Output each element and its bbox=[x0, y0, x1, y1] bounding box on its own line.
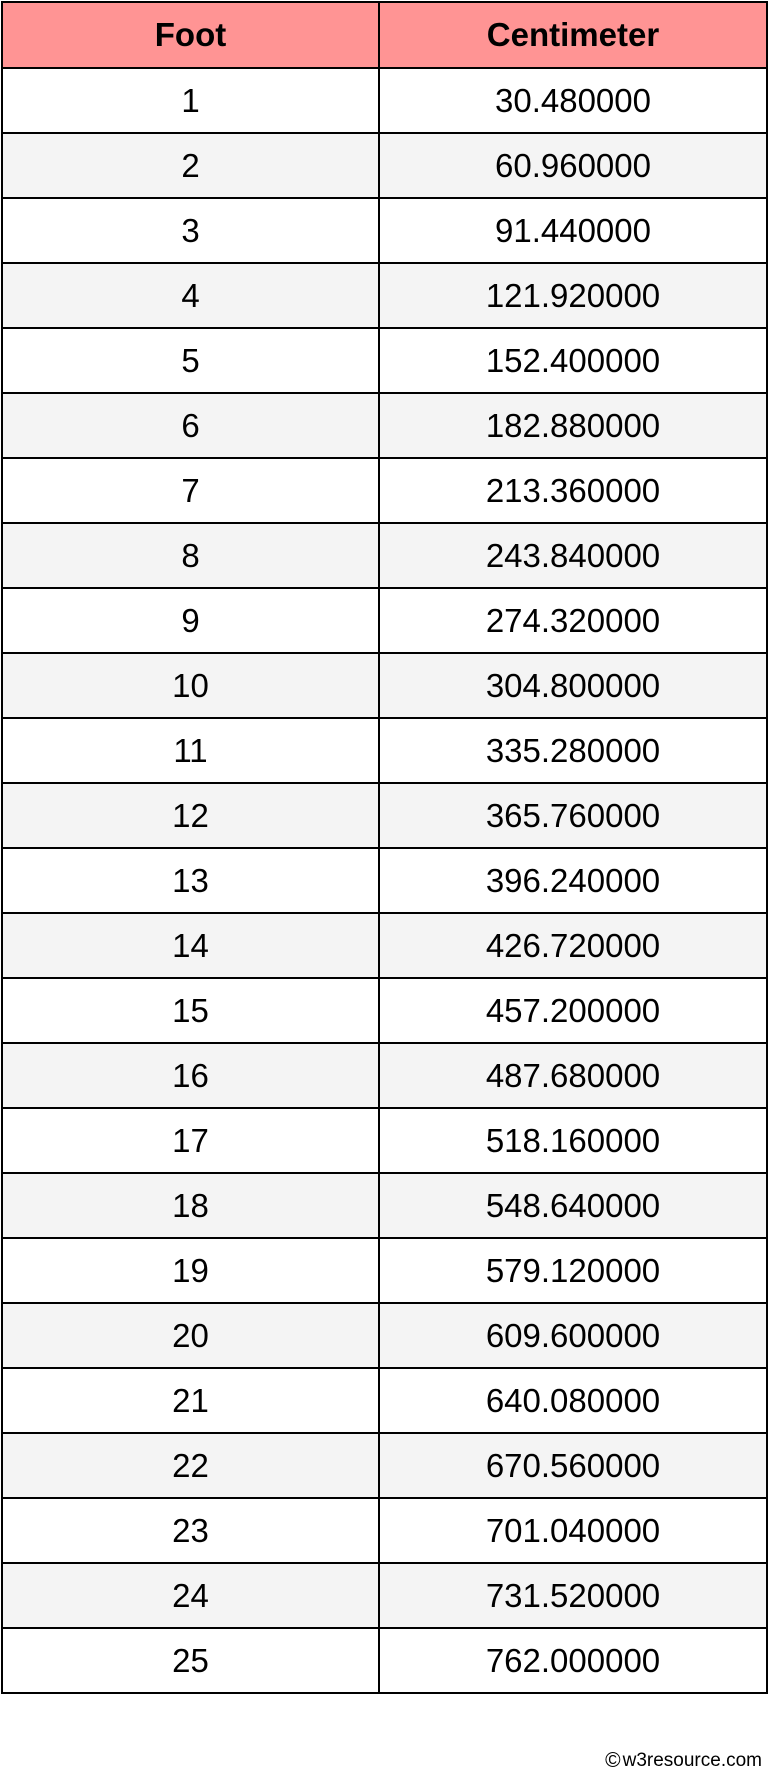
cell-centimeter: 213.360000 bbox=[379, 458, 767, 523]
cell-centimeter: 304.800000 bbox=[379, 653, 767, 718]
copyright-icon: © bbox=[605, 1749, 621, 1772]
column-header-centimeter: Centimeter bbox=[379, 2, 767, 68]
table-row bbox=[2, 523, 767, 588]
cell-centimeter: 30.480000 bbox=[379, 68, 767, 133]
cell-centimeter: 701.040000 bbox=[379, 1498, 767, 1563]
cell-foot: 11 bbox=[2, 718, 379, 783]
foot-to-centimeter-table bbox=[1, 1, 768, 1694]
cell-foot: 21 bbox=[2, 1368, 379, 1433]
table-row bbox=[2, 1563, 767, 1628]
table-row bbox=[2, 393, 767, 458]
table-row bbox=[2, 783, 767, 848]
cell-centimeter: 243.840000 bbox=[379, 523, 767, 588]
table-row bbox=[2, 328, 767, 393]
table-row bbox=[2, 1628, 767, 1693]
table-row bbox=[2, 1368, 767, 1433]
cell-foot: 14 bbox=[2, 913, 379, 978]
table-header bbox=[2, 2, 767, 68]
cell-centimeter: 762.000000 bbox=[379, 1628, 767, 1693]
table-row bbox=[2, 68, 767, 133]
cell-foot: 18 bbox=[2, 1173, 379, 1238]
watermark-text: w3resource.com bbox=[622, 1750, 762, 1771]
cell-centimeter: 518.160000 bbox=[379, 1108, 767, 1173]
cell-centimeter: 731.520000 bbox=[379, 1563, 767, 1628]
table-row bbox=[2, 133, 767, 198]
cell-centimeter: 396.240000 bbox=[379, 848, 767, 913]
table-row bbox=[2, 1043, 767, 1108]
table-row bbox=[2, 1173, 767, 1238]
table-body bbox=[2, 68, 767, 1693]
cell-foot: 6 bbox=[2, 393, 379, 458]
cell-foot: 16 bbox=[2, 1043, 379, 1108]
table-row bbox=[2, 1433, 767, 1498]
cell-centimeter: 60.960000 bbox=[379, 133, 767, 198]
cell-foot: 8 bbox=[2, 523, 379, 588]
cell-foot: 9 bbox=[2, 588, 379, 653]
cell-foot: 2 bbox=[2, 133, 379, 198]
cell-foot: 13 bbox=[2, 848, 379, 913]
header-row bbox=[2, 2, 767, 68]
cell-foot: 25 bbox=[2, 1628, 379, 1693]
table-row bbox=[2, 913, 767, 978]
table-row bbox=[2, 263, 767, 328]
cell-centimeter: 365.760000 bbox=[379, 783, 767, 848]
table-row bbox=[2, 198, 767, 263]
cell-foot: 1 bbox=[2, 68, 379, 133]
cell-foot: 17 bbox=[2, 1108, 379, 1173]
cell-centimeter: 609.600000 bbox=[379, 1303, 767, 1368]
table-row bbox=[2, 458, 767, 523]
cell-foot: 10 bbox=[2, 653, 379, 718]
cell-centimeter: 152.400000 bbox=[379, 328, 767, 393]
watermark bbox=[605, 1749, 762, 1773]
cell-foot: 19 bbox=[2, 1238, 379, 1303]
cell-centimeter: 274.320000 bbox=[379, 588, 767, 653]
cell-centimeter: 121.920000 bbox=[379, 263, 767, 328]
cell-centimeter: 182.880000 bbox=[379, 393, 767, 458]
cell-centimeter: 640.080000 bbox=[379, 1368, 767, 1433]
table-row bbox=[2, 653, 767, 718]
cell-foot: 23 bbox=[2, 1498, 379, 1563]
cell-foot: 7 bbox=[2, 458, 379, 523]
cell-foot: 4 bbox=[2, 263, 379, 328]
cell-foot: 20 bbox=[2, 1303, 379, 1368]
table-row bbox=[2, 1108, 767, 1173]
cell-foot: 3 bbox=[2, 198, 379, 263]
cell-foot: 5 bbox=[2, 328, 379, 393]
cell-centimeter: 579.120000 bbox=[379, 1238, 767, 1303]
cell-centimeter: 670.560000 bbox=[379, 1433, 767, 1498]
cell-foot: 15 bbox=[2, 978, 379, 1043]
cell-foot: 12 bbox=[2, 783, 379, 848]
table-row bbox=[2, 848, 767, 913]
column-header-foot: Foot bbox=[2, 2, 379, 68]
table-row bbox=[2, 588, 767, 653]
cell-centimeter: 548.640000 bbox=[379, 1173, 767, 1238]
table-row bbox=[2, 1303, 767, 1368]
cell-centimeter: 426.720000 bbox=[379, 913, 767, 978]
cell-centimeter: 335.280000 bbox=[379, 718, 767, 783]
cell-foot: 24 bbox=[2, 1563, 379, 1628]
cell-centimeter: 457.200000 bbox=[379, 978, 767, 1043]
cell-centimeter: 487.680000 bbox=[379, 1043, 767, 1108]
cell-foot: 22 bbox=[2, 1433, 379, 1498]
table-row bbox=[2, 978, 767, 1043]
table-row bbox=[2, 1498, 767, 1563]
cell-centimeter: 91.440000 bbox=[379, 198, 767, 263]
table-row bbox=[2, 718, 767, 783]
table-row bbox=[2, 1238, 767, 1303]
